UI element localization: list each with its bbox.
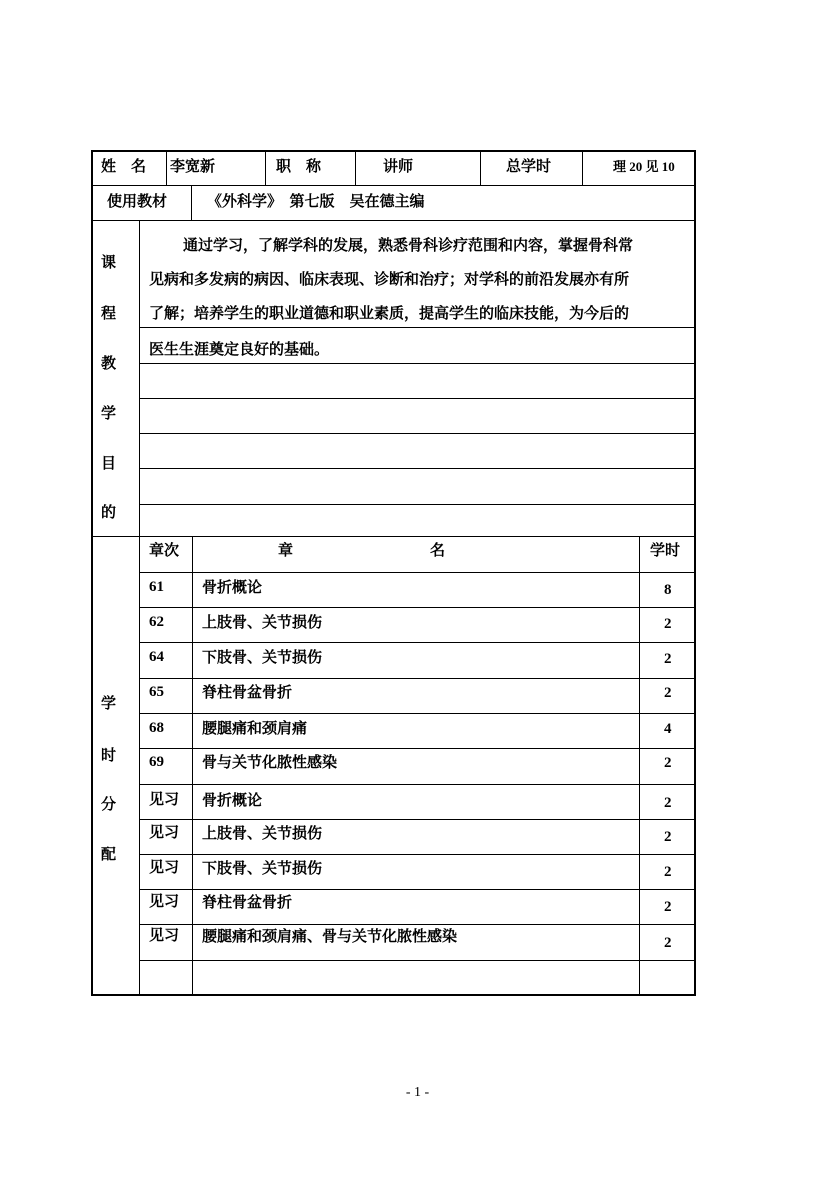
chapter-name-cell: 下肢骨、关节损伤 (202, 648, 323, 666)
objectives-label-char: 学 (101, 404, 117, 422)
hours-cell: 8 (664, 582, 672, 598)
syllabus-table (91, 150, 696, 996)
chapter-cell: 见习 (149, 894, 180, 910)
hours-cell: 2 (664, 795, 672, 811)
col-divider (639, 536, 640, 994)
chapter-name-cell: 上肢骨、关节损伤 (202, 824, 323, 842)
chapter-name-cell: 腰腿痛和颈肩痛、骨与关节化脓性感染 (202, 927, 458, 945)
col-header-hours: 学时 (650, 541, 681, 559)
chapter-cell: 64 (149, 649, 164, 665)
chapter-cell: 62 (149, 614, 164, 630)
section-divider (93, 536, 694, 537)
row-divider (139, 924, 694, 925)
chapter-cell: 见习 (149, 928, 180, 944)
schedule-label-char: 学 (101, 694, 117, 712)
row-divider (139, 433, 694, 434)
row-divider (139, 854, 694, 855)
col-header-name-2: 名 (430, 541, 446, 559)
col-divider (355, 152, 356, 185)
hours-cell: 2 (664, 616, 672, 632)
col-header-name-1: 章 (278, 541, 294, 559)
chapter-name-cell: 下肢骨、关节损伤 (202, 859, 323, 877)
col-divider (480, 152, 481, 185)
row-divider (139, 784, 694, 785)
row-divider (93, 220, 694, 221)
chapter-name-cell: 上肢骨、关节损伤 (202, 613, 323, 631)
row-divider (139, 748, 694, 749)
hours-cell: 2 (664, 935, 672, 951)
objectives-line: 通过学习，了解学科的发展，熟悉骨科诊疗范围和内容，掌握骨科常 (183, 236, 634, 254)
chapter-cell: 见习 (149, 825, 180, 841)
row-divider (139, 398, 694, 399)
total-hours-value: 理 20 见 10 (613, 159, 675, 174)
title-value: 讲师 (383, 157, 414, 175)
schedule-label-char: 配 (101, 845, 117, 863)
chapter-name-cell: 脊柱骨盆骨折 (202, 893, 293, 911)
row-divider (139, 819, 694, 820)
objectives-line: 见病和多发病的病因、临床表现、诊断和治疗；对学科的前沿发展亦有所 (149, 270, 630, 288)
total-hours-label: 总学时 (506, 157, 552, 175)
chapter-cell: 见习 (149, 792, 180, 808)
row-divider (139, 889, 694, 890)
chapter-cell: 69 (149, 754, 164, 770)
row-divider (139, 504, 694, 505)
objectives-label-char: 课 (101, 253, 117, 271)
objectives-label-char: 目 (101, 454, 117, 472)
hours-cell: 2 (664, 864, 672, 880)
row-divider (139, 713, 694, 714)
col-divider (265, 152, 266, 185)
col-divider (192, 536, 193, 994)
col-header-chapter: 章次 (149, 541, 180, 559)
title-label: 职 称 (276, 157, 322, 175)
row-divider (139, 327, 694, 328)
textbook-value: 《外科学》 第七版 吴在德主编 (207, 192, 425, 210)
row-divider (139, 960, 694, 961)
row-divider (139, 572, 694, 573)
chapter-name-cell: 脊柱骨盆骨折 (202, 683, 293, 701)
hours-cell: 4 (664, 721, 672, 737)
col-divider (191, 185, 192, 220)
objectives-label-char: 的 (101, 503, 117, 521)
hours-cell: 2 (664, 651, 672, 667)
chapter-name-cell: 腰腿痛和颈肩痛 (202, 719, 308, 737)
hours-cell: 2 (664, 755, 672, 771)
row-divider (139, 607, 694, 608)
name-value: 李宽新 (170, 157, 216, 175)
row-divider (93, 185, 694, 186)
col-divider (582, 152, 583, 185)
chapter-cell: 68 (149, 720, 164, 736)
objectives-line: 了解；培养学生的职业道德和职业素质，提高学生的临床技能，为今后的 (149, 304, 630, 322)
objectives-label-char: 程 (101, 304, 117, 322)
chapter-name-cell: 骨与关节化脓性感染 (202, 753, 338, 771)
textbook-label: 使用教材 (107, 192, 168, 210)
chapter-cell: 见习 (149, 860, 180, 876)
chapter-name-cell: 骨折概论 (202, 578, 263, 596)
schedule-label-char: 分 (101, 795, 117, 813)
chapter-cell: 61 (149, 579, 164, 595)
objectives-label-char: 教 (101, 354, 117, 372)
hours-cell: 2 (664, 829, 672, 845)
col-divider (166, 152, 167, 185)
chapter-name-cell: 骨折概论 (202, 791, 263, 809)
row-divider (139, 678, 694, 679)
row-divider (139, 642, 694, 643)
hours-cell: 2 (664, 685, 672, 701)
name-label: 姓 名 (101, 157, 147, 175)
chapter-cell: 65 (149, 684, 164, 700)
row-divider (139, 468, 694, 469)
schedule-label-char: 时 (101, 746, 117, 764)
row-divider (139, 363, 694, 364)
objectives-line: 医生生涯奠定良好的基础。 (149, 340, 330, 358)
page-number: - 1 - (405, 1085, 430, 1100)
hours-cell: 2 (664, 899, 672, 915)
